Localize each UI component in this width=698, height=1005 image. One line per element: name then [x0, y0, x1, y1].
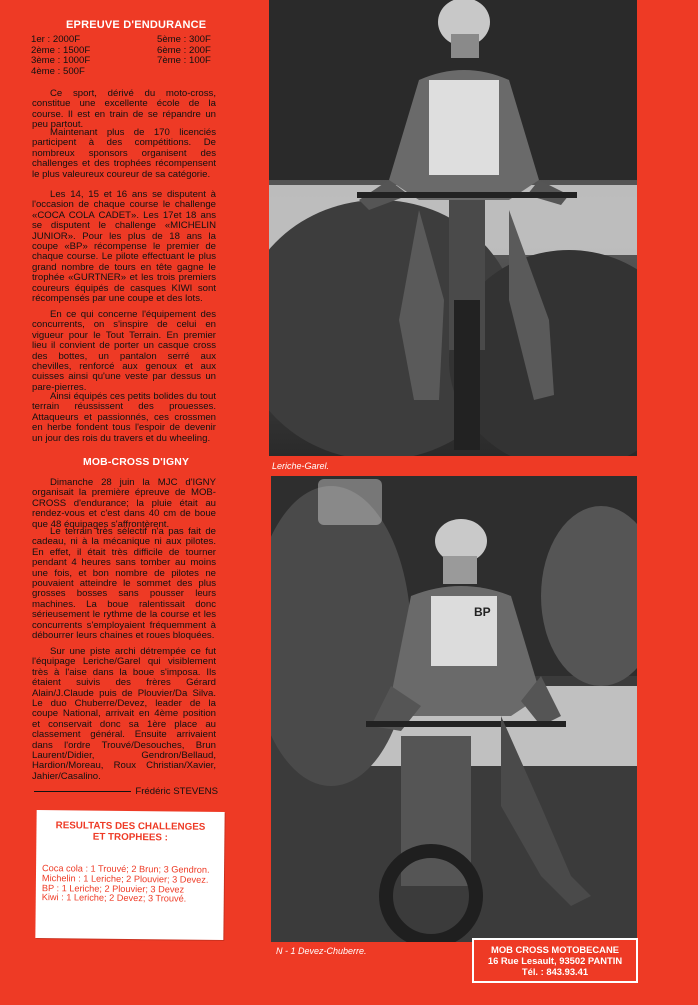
address-box	[472, 938, 638, 983]
paragraph: Maintenant plus de 170 licenciés participent à des compétitions. De nombreux sponsors organisent des challenges et des trophées récompensent le plus valeureux coureur de sa catégorie.	[32, 127, 216, 180]
paragraph: En ce qui concerne l'équipement des concurrents, on s'inspire de celui en vigueur pour le Tout Terrain. En premier lieu il convient de porter un casque cross des bottes, un pantalon serré aux chevilles, renforcé aux genoux et aux cuisses ainsi qu'une veste par dessus un pare-pierres.	[32, 309, 216, 393]
prize-1: 1er : 2000F	[31, 34, 81, 45]
results-list	[42, 864, 218, 905]
signature	[34, 786, 218, 797]
results-title-line1: RESULTATS DES CHALLENGES	[55, 820, 206, 833]
prize-list-right	[157, 35, 211, 67]
paragraph: Ce sport, dérivé du moto-cross, constitue une excellente école de la course. Il est en train de se répandre un peu partout.	[32, 88, 216, 131]
prize-6: 6ème : 200F	[157, 44, 211, 56]
watermark-logo	[318, 479, 382, 525]
signature-line	[34, 791, 131, 792]
result-entry: Coca cola : 1 Trouvé; 2 Brun; 3 Gendron.	[42, 863, 210, 875]
address-phone: Tél. : 843.93.41	[521, 966, 589, 977]
results-title-line2: ET TROPHEES :	[92, 831, 169, 844]
photo-top-image	[269, 0, 637, 456]
paragraph: Les 14, 15 et 16 ans se disputent à l'occasion de chaque course le challenge «COCA COLA CADET». Les 17et 18 ans se disputent le challenge «MICHELIN JUNIOR». Pour les plus de 18 ans la coupe «BP» récompense le premier de chaque course. Le pilote effectuant le plus grand nombre de tours en tête gagne le trophée «GURTNER» et les trois premiers coureurs équipés de casques KIWI sont récompensés par une coupe et des lots.	[32, 189, 216, 305]
photo-bottom-image	[271, 476, 637, 942]
prize-7: 7ème : 100F	[157, 55, 211, 67]
paragraph: Le terrain très sélectif n'a pas fait de cadeau, ni à la mécanique ni aux pilotes. En effet, il était très difficile de tourner pendant 4 heures sans tomber au moins une fois, et bon nombre de pilotes ne pouvaient atteindre le sommet des plus grosses bosses sans pousser leurs machines. La boue ralentissait donc sérieusement le rythme de la course et les concurrents s'employaient fréquemment à débourrer leurs chaines et roues bloquées.	[32, 526, 216, 642]
igny-title: MOB-CROSS D'IGNY	[83, 457, 190, 468]
results-box	[35, 810, 224, 940]
paragraph: Ainsi équipés ces petits bolides du tout terrain réussissent des prouesses. Attaqueurs et passionnés, ces crossmen en herbe fondent tous l'espoir de devenir un jour des rois du travers et du wheeling.	[32, 391, 216, 444]
address-line1: MOB CROSS MOTOBECANE	[491, 944, 619, 955]
address-line2: 16 Rue Lesault, 93502 PANTIN	[487, 955, 623, 966]
bottom-photo-caption: N - 1 Devez-Chuberre.	[276, 946, 367, 956]
paragraph: Sur une piste archi détrempée ce fut l'équipage Leriche/Garel qui visiblement très à l'aise dans la boue s'imposa. Ils étaient suivis des frères Gérard Alain/J.Claude puis de Plouvier/Da Silva. Le duo Chuberre/Devez, leader de la coupe National, arrivait en 4ème position et conservait donc sa 1ère place au classement général. Ensuite arrivaient dans l'ordre Trouvé/Desouches, Brun Laurent/Didier, Gendron/Bellaud, Hardion/Moreau, Roux Christian/Xavier, Jahier/Casalino.	[32, 646, 216, 782]
top-photo-caption: Leriche-Garel.	[272, 461, 330, 471]
photo-leriche-garel	[269, 0, 637, 456]
result-entry: Michelin : 1 Leriche; 2 Plouvier; 3 Devez.	[41, 872, 209, 885]
prize-3: 3ème : 1000F	[31, 55, 91, 67]
prize-5: 5ème : 300F	[157, 34, 211, 45]
results-title	[36, 820, 224, 844]
photo-devez-chuberre	[271, 476, 637, 942]
rider-bib: BP	[474, 605, 491, 619]
prize-2: 2ème : 1500F	[31, 44, 91, 56]
result-entry: Kiwi : 1 Leriche; 2 Devez; 3 Trouvé.	[41, 892, 187, 904]
prize-list	[31, 35, 231, 77]
paragraph: Dimanche 28 juin la MJC d'IGNY organisait la première épreuve de MOB-CROSS d'endurance; la pluie était au rendez-vous et c'est dans 40 cm de boue que 48 équipages s'affrontèrent.	[32, 477, 216, 530]
signature-name: Frédéric STEVENS	[135, 786, 218, 797]
result-entry: BP : 1 Leriche; 2 Plouvier; 3 Devez	[41, 882, 185, 895]
endurance-title: EPREUVE D'ENDURANCE	[66, 19, 207, 31]
prize-4: 4ème : 500F	[31, 65, 85, 77]
